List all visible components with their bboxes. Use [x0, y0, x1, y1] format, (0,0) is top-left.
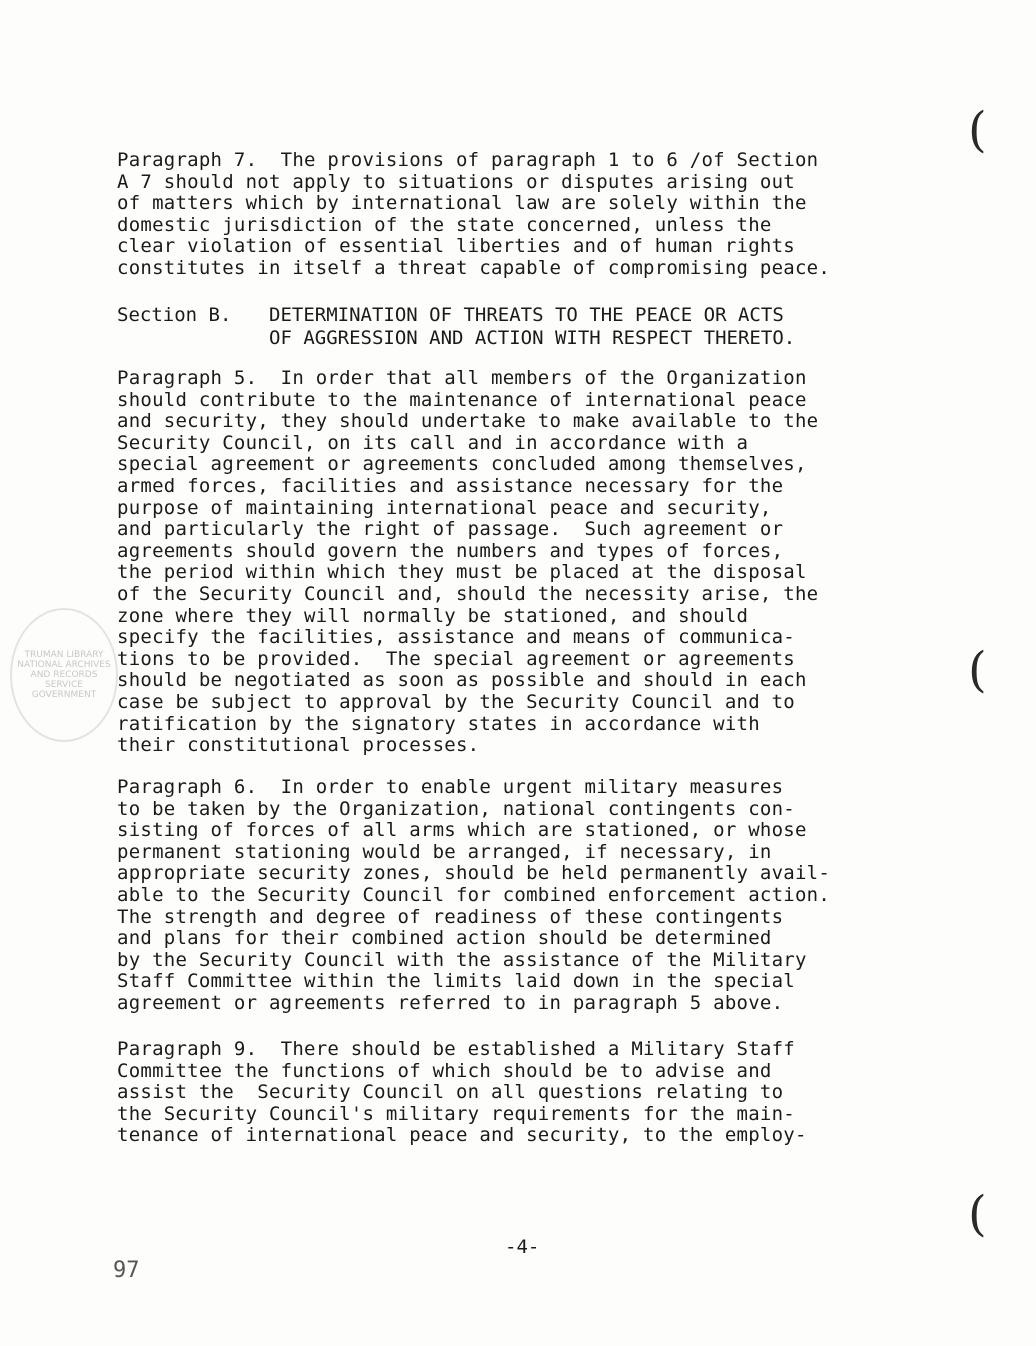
- paragraph-6: [117, 777, 907, 1015]
- paragraph-7-line: constitutes in itself a threat capable of compromising peace.: [117, 256, 831, 279]
- paragraph-5: [117, 368, 907, 757]
- page-number: -4-: [505, 1236, 540, 1258]
- paragraph-6-line: agreement or agreements referred to in paragraph 5 above.: [117, 991, 784, 1014]
- paragraph-7-line: domestic jurisdiction of the state concerned, unless the: [117, 213, 772, 236]
- paragraph-5-line: zone where they will normally be stationed, and should: [117, 604, 749, 627]
- paragraph-5-line: should contribute to the maintenance of international peace: [117, 388, 807, 411]
- paragraph-6-line: appropriate security zones, should be held permanently avail-: [117, 862, 831, 885]
- paragraph-5-line: the period within which they must be placed at the disposal: [117, 561, 807, 584]
- paragraph-5-line: specify the facilities, assistance and means of communica-: [117, 626, 795, 649]
- section-b-title: [269, 304, 795, 350]
- corner-handwritten-number: 97: [113, 1258, 140, 1283]
- paragraph-5-line: Security Council, on its call and in accordance with a: [117, 431, 749, 454]
- paragraph-9-line: the Security Council's military requirements for the main-: [117, 1102, 795, 1125]
- paragraph-5-line: case be subject to approval by the Security Council and to: [117, 690, 795, 713]
- section-b-title-line-2: OF AGGRESSION AND ACTION WITH RESPECT THERETO.: [269, 327, 796, 349]
- paragraph-5-line: purpose of maintaining international peace and security,: [117, 496, 772, 519]
- paragraph-5-line: Paragraph 5. In order that all members of the Organization: [117, 367, 807, 389]
- paragraph-6-line: and plans for their combined action should be determined: [117, 927, 772, 950]
- paragraph-6-line: by the Security Council with the assistance of the Military: [117, 948, 807, 971]
- paragraph-5-line: agreements should govern the numbers and types of forces,: [117, 539, 784, 562]
- paragraph-5-line: tions to be provided. The special agreement or agreements: [117, 647, 795, 670]
- paragraph-5-line: armed forces, facilities and assistance necessary for the: [117, 474, 784, 497]
- paragraph-6-line: Staff Committee within the limits laid down in the special: [117, 970, 795, 993]
- binder-hole-mark-top: (: [968, 102, 987, 158]
- archive-stamp-text: TRUMAN LIBRARY NATIONAL ARCHIVES AND RECORDS SERVICE GOVERNMENT: [17, 650, 111, 700]
- paragraph-9-line: Committee the functions of which should be to advise and: [117, 1059, 772, 1082]
- binder-hole-mark-middle: (: [968, 642, 987, 698]
- paragraph-7-line: Paragraph 7. The provisions of paragraph 1 to 6 /of Section: [117, 149, 819, 171]
- paragraph-7-line: A 7 should not apply to situations or disputes arising out: [117, 170, 795, 193]
- section-b-heading: [117, 304, 907, 350]
- paragraph-5-line: their constitutional processes.: [117, 734, 480, 757]
- paragraph-5-line: ratification by the signatory states in accordance with: [117, 712, 760, 735]
- paragraph-6-line: to be taken by the Organization, national contingents con-: [117, 797, 795, 820]
- section-b-label: Section B.: [117, 304, 232, 326]
- archive-stamp: [10, 608, 118, 742]
- paragraph-5-line: and particularly the right of passage. Such agreement or: [117, 518, 784, 541]
- paragraph-5-line: of the Security Council and, should the necessity arise, the: [117, 582, 819, 605]
- paragraph-9: [117, 1039, 907, 1147]
- paragraph-5-line: special agreement or agreements concluded among themselves,: [117, 453, 807, 476]
- paragraph-9-line: tenance of international peace and security, to the employ-: [117, 1124, 807, 1147]
- paragraph-9-line: assist the Security Council on all questions relating to: [117, 1081, 784, 1104]
- paragraph-5-line: and security, they should undertake to make available to the: [117, 410, 819, 433]
- paragraph-6-line: sisting of forces of all arms which are stationed, or whose: [117, 819, 807, 842]
- paragraph-6-line: The strength and degree of readiness of these contingents: [117, 905, 784, 928]
- binder-hole-mark-bottom: (: [968, 1186, 987, 1242]
- paragraph-7-line: of matters which by international law are solely within the: [117, 192, 807, 215]
- paragraph-5-line: should be negotiated as soon as possible and should in each: [117, 669, 807, 692]
- paragraph-6-line: able to the Security Council for combined enforcement action.: [117, 883, 831, 906]
- paragraph-9-line: Paragraph 9. There should be established a Military Staff: [117, 1038, 795, 1060]
- section-b-title-line-1: DETERMINATION OF THREATS TO THE PEACE OR ACTS: [269, 304, 784, 326]
- paragraph-7-line: clear violation of essential liberties and of human rights: [117, 235, 795, 258]
- paragraph-7: [117, 150, 907, 280]
- paragraph-6-line: permanent stationing would be arranged, if necessary, in: [117, 840, 772, 863]
- paragraph-6-line: Paragraph 6. In order to enable urgent military measures: [117, 776, 784, 798]
